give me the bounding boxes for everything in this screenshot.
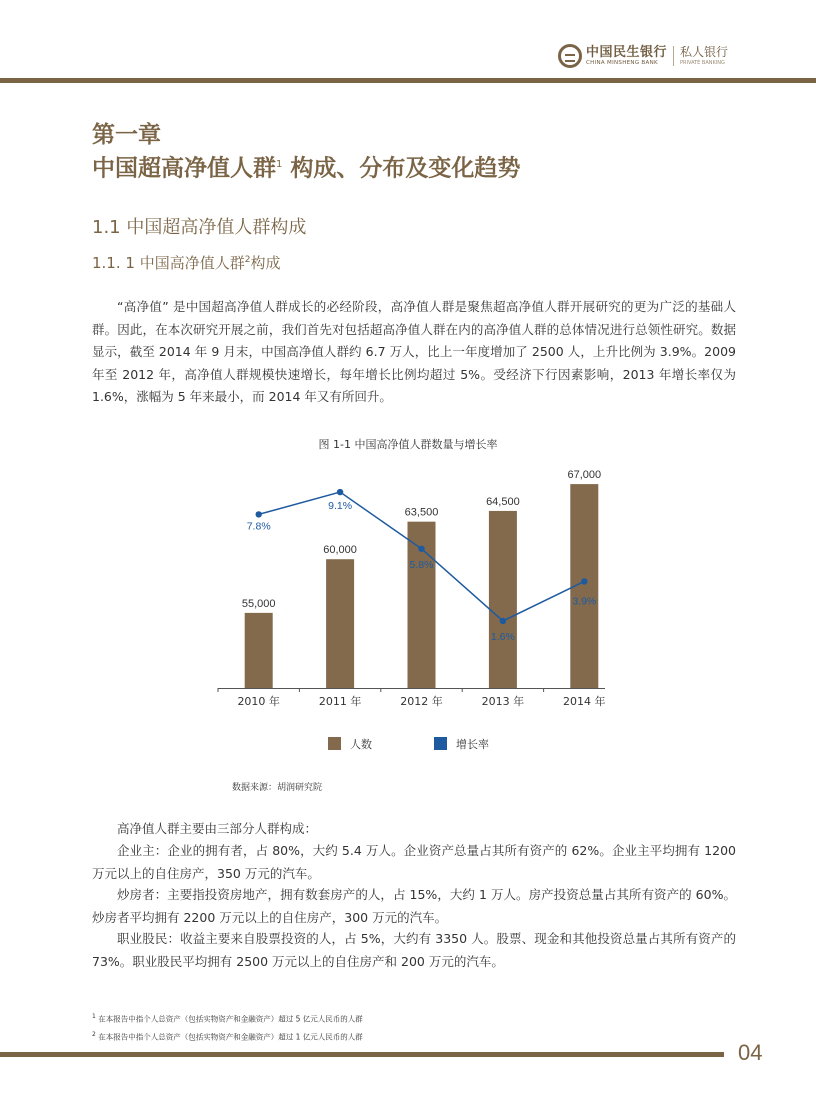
x-label-1: 2011 年 <box>318 695 362 708</box>
bar-1 <box>326 559 354 688</box>
chapter-heading <box>92 120 520 184</box>
growth-point-1 <box>337 489 343 495</box>
bar-label-1: 60,000 <box>323 544 357 557</box>
bank-logo <box>558 42 728 70</box>
footnote-2-text: 在本报告中指个人总资产（包括实物资产和金融资产）超过 1 亿元人民币的人群 <box>98 1032 363 1042</box>
legend-swatch-0 <box>328 737 341 750</box>
figure-source: 数据来源：胡润研究院 <box>232 783 323 793</box>
growth-point-4 <box>581 578 587 584</box>
legend-swatch-1 <box>434 737 447 750</box>
growth-label-2: 5.8% <box>409 558 434 571</box>
x-label-4: 2014 年 <box>563 695 606 708</box>
subsection-heading <box>92 252 280 273</box>
bar-label-3: 64,500 <box>486 495 520 508</box>
section-heading: 1.1 中国超高净值人群构成 <box>92 217 307 238</box>
minsheng-logo-icon <box>558 44 582 68</box>
legend-label-0: 人数 <box>350 738 372 751</box>
composition-entrepreneurs: 企业主：企业的拥有者，占 80%，大约 5.4 万人。企业资产总量占其所有资产的 62%。企业主平均拥有 1200 万元以上的自住房产，350 万元的汽车。 <box>92 843 736 881</box>
figure-title: 图 1-1 中国高净值人群数量与增长率 <box>318 438 498 451</box>
intro-paragraph: “高净值” 是中国超高净值人群成长的必经阶段，高净值人群是聚焦超高净值人群开展研究的更为广泛的基础人群。因此，在本次研究开展之前，我们首先对包括超高净值人群在内的高净值人群的总体情况进行总领性研究。数据显示，截至 2014 年 9 月末，中国高净值人群约 6.7 万人，比上一年度增加了 2500 人，上升比例为 3.9%。2009 年至 2012 年，高净值人群规模快速增长，每年增长比例均超过 5%。受经济下行因素影响，2013 年增长率仅为 1.6%，涨幅为 5 年来最小，而 2014 年又有所回升。 <box>92 299 736 404</box>
chapter-label: 第一章 <box>92 122 161 148</box>
bar-label-0: 55,000 <box>241 597 276 610</box>
x-label-0: 2010 年 <box>237 695 280 708</box>
bar-3 <box>489 511 517 688</box>
page-header <box>0 0 816 84</box>
growth-label-0: 7.8% <box>246 520 271 533</box>
footnote-1-text: 在本报告中指个人总资产（包括实物资产和金融资产）超过 5 亿元人民币的人群 <box>98 1014 363 1024</box>
growth-label-3: 1.6% <box>490 630 515 643</box>
growth-point-2 <box>418 546 424 552</box>
logo-english-name: CHINA MINSHENG BANK <box>586 59 658 66</box>
growth-label-4: 3.9% <box>572 595 597 608</box>
logo-divider <box>673 46 674 66</box>
footnote-1-mark: 1 <box>92 1013 96 1020</box>
growth-point-0 <box>256 511 262 517</box>
xlabels-layer <box>237 694 605 708</box>
footer-rule <box>0 1052 724 1057</box>
logo-chinese-name: 中国民生银行 <box>586 44 668 60</box>
chapter-title-rest: 构成、分布及变化趋势 <box>282 155 521 182</box>
x-label-3: 2013 年 <box>481 695 525 708</box>
composition-stock-investors: 职业股民：收益主要来自股票投资的人，占 5%，大约有 3350 人。股票、现金和其他投资总量占其所有资产的 73%。职业股民平均拥有 2500 万元以上的自住房产和 200 万元的汽车。 <box>92 931 736 969</box>
chapter-title <box>92 150 520 184</box>
growth-chart <box>200 460 620 760</box>
footnote-ref-2: 2 <box>244 255 251 265</box>
bars-layer <box>242 469 601 688</box>
footnote-ref-1: 1 <box>276 159 283 170</box>
private-banking-english: PRIVATE BANKING <box>680 60 725 66</box>
growth-label-1: 9.1% <box>328 500 353 513</box>
footnote-1 <box>92 1013 363 1025</box>
composition-intro: 高净值人群主要由三部分人群构成： <box>117 821 318 836</box>
growth-point-3 <box>500 618 506 624</box>
bar-label-2: 63,500 <box>404 506 439 519</box>
bar-0 <box>245 613 273 688</box>
header-rule <box>0 78 816 83</box>
subsection-title-rest: 构成 <box>250 254 281 272</box>
bar-label-4: 67,000 <box>567 469 602 482</box>
chapter-title-main: 中国超高净值人群 <box>92 155 276 182</box>
footnote-2-mark: 2 <box>92 1031 96 1038</box>
private-banking-label: 私人银行 <box>680 45 729 59</box>
chart-legend <box>328 737 489 751</box>
footnote-2 <box>92 1031 363 1043</box>
x-label-2: 2012 年 <box>400 695 443 708</box>
subsection-title-main: 1.1. 1 中国高净值人群 <box>92 254 245 272</box>
composition-property-investors: 炒房者：主要指投资房地产，拥有数套房产的人，占 15%，大约 1 万人。房产投资总量占其所有资产的 60%。炒房者平均拥有 2200 万元以上的自住房产，300 万元的汽车。 <box>92 887 736 925</box>
page-number: 04 <box>738 1040 763 1065</box>
legend-label-1: 增长率 <box>456 738 489 751</box>
